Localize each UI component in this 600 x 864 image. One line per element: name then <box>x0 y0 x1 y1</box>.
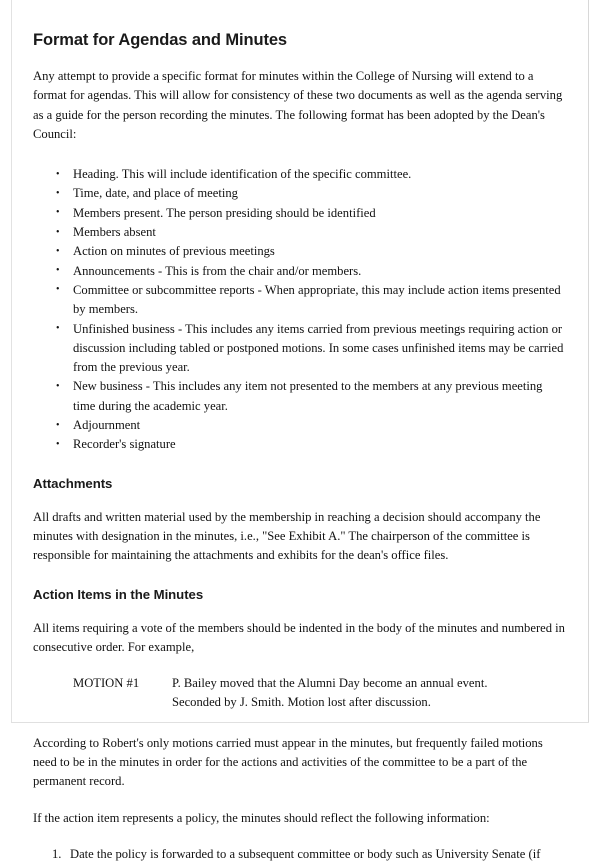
motion-row-first <box>73 674 567 693</box>
list-item: • Heading. This will include identification of the specific committee. <box>33 165 567 184</box>
spacer <box>33 566 567 587</box>
list-item: • Adjournment <box>33 416 567 435</box>
spacer <box>33 455 567 476</box>
spacer <box>33 491 567 508</box>
motion-text-line-2: Seconded by J. Smith. Motion lost after discussion. <box>172 695 431 710</box>
list-item: • Committee or subcommittee reports - When appropriate, this may include action items presented by members. <box>33 281 567 320</box>
list-item: • Members absent <box>33 223 567 242</box>
spacer <box>33 602 567 619</box>
spacer <box>33 144 567 165</box>
motion-label-spacer <box>73 693 172 712</box>
policy-items-list <box>33 845 567 864</box>
motion-label: MOTION #1 <box>73 676 140 691</box>
action-items-intro-paragraph: All items requiring a vote of the members should be indented in the body of the minutes and numbered in consecutive order. For example, <box>33 620 565 654</box>
page-edge-right <box>588 0 589 722</box>
page-edge-left <box>11 0 12 722</box>
roberts-rules-paragraph: According to Robert's only motions carried must appear in the minutes, but frequently failed motions need to be in the minutes in order for the actions and activities of the committee to be a part of the permanent record. <box>33 735 543 789</box>
section-heading-attachments: Attachments <box>33 475 113 491</box>
page-title: Format for Agendas and Minutes <box>33 31 287 49</box>
list-item: • Unfinished business - This includes any items carried from previous meetings requiring action or discussion including tabled or postponed motions. In some cases unfinished items may be carried from the previous year. <box>33 320 567 378</box>
intro-paragraph: Any attempt to provide a specific format for minutes within the College of Nursing will extend to a format for agendas. This will allow for consistency of these two documents as well as the agenda serving as a guide for the person recording the minutes. The following format has been adopted by the Dean's Council: <box>33 69 563 141</box>
format-items-list <box>33 165 567 454</box>
document-content <box>33 0 567 864</box>
spacer <box>33 828 567 845</box>
spacer <box>33 50 567 67</box>
list-item: • New business - This includes any item not presented to the members at any previous meeting time during the academic year. <box>33 377 567 416</box>
list-item: • Announcements - This is from the chair and/or members. <box>33 262 567 281</box>
motion-text-line-1: P. Bailey moved that the Alumni Day become an annual event. <box>172 676 488 691</box>
list-item: • Recorder's signature <box>33 435 567 454</box>
motion-row-second <box>73 693 567 712</box>
policy-intro-paragraph: If the action item represents a policy, the minutes should reflect the following information: <box>33 810 490 825</box>
spacer <box>33 792 567 809</box>
motion-example-block <box>33 674 567 713</box>
section-heading-action-items: Action Items in the Minutes <box>33 586 204 602</box>
spacer <box>33 657 567 674</box>
list-item: Date the policy is forwarded to a subsequent committee or body such as University Senate (if <box>70 846 541 861</box>
spacer <box>33 713 567 734</box>
list-item: • Time, date, and place of meeting <box>33 184 567 203</box>
list-item: • Members present. The person presiding should be identified <box>33 204 567 223</box>
attachments-paragraph: All drafts and written material used by the membership in reaching a decision should accompany the minutes with designation in the minutes, i.e., "See Exhibit A." The chairperson of the committee is responsible for maintaining the attachments and exhibits for the dean's office files. <box>33 509 541 563</box>
list-item: • Action on minutes of previous meetings <box>33 242 567 261</box>
